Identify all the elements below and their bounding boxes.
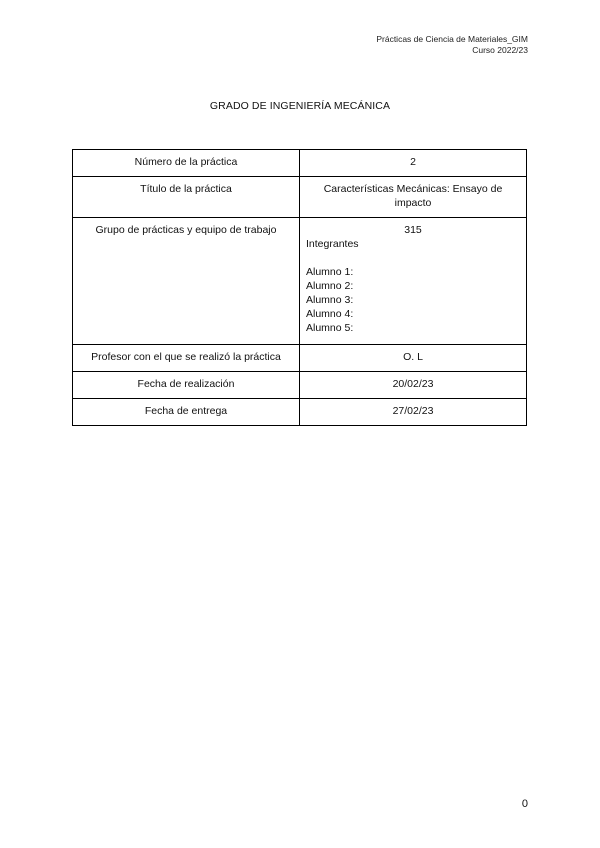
- practice-number-label: Número de la práctica: [73, 150, 300, 177]
- practice-title-value: Características Mecánicas: Ensayo de impacto: [300, 177, 527, 218]
- realization-date-label: Fecha de realización: [73, 372, 300, 399]
- student-2: Alumno 2:: [306, 280, 354, 292]
- delivery-date-value: 27/02/23: [300, 399, 527, 426]
- header-course-title: Prácticas de Ciencia de Materiales_GIM: [376, 34, 528, 44]
- realization-date-value: 20/02/23: [300, 372, 527, 399]
- table-row: [73, 372, 527, 399]
- delivery-date-label: Fecha de entrega: [73, 399, 300, 426]
- table-row: [73, 150, 527, 177]
- integrantes-label: Integrantes: [306, 238, 359, 250]
- table-row: [73, 345, 527, 372]
- table-row: [73, 399, 527, 426]
- student-5: Alumno 5:: [306, 322, 354, 334]
- header-course-year: Curso 2022/23: [472, 45, 528, 55]
- page-header: [376, 34, 528, 56]
- student-3: Alumno 3:: [306, 294, 354, 306]
- group-label: Grupo de prácticas y equipo de trabajo: [73, 218, 300, 345]
- group-code: 315: [404, 224, 422, 236]
- spacer: [306, 251, 520, 265]
- student-1: Alumno 1:: [306, 266, 354, 278]
- student-4: Alumno 4:: [306, 308, 354, 320]
- group-cell: [300, 218, 527, 345]
- practice-title-label: Título de la práctica: [73, 177, 300, 218]
- table-row: [73, 177, 527, 218]
- practice-number-value: 2: [300, 150, 527, 177]
- practice-info-table: [72, 149, 527, 426]
- page-number: 0: [521, 798, 528, 810]
- professor-label: Profesor con el que se realizó la práctica: [73, 345, 300, 372]
- professor-value: O. L: [300, 345, 527, 372]
- table-row: [73, 218, 527, 345]
- document-title: GRADO DE INGENIERÍA MECÁNICA: [209, 100, 391, 112]
